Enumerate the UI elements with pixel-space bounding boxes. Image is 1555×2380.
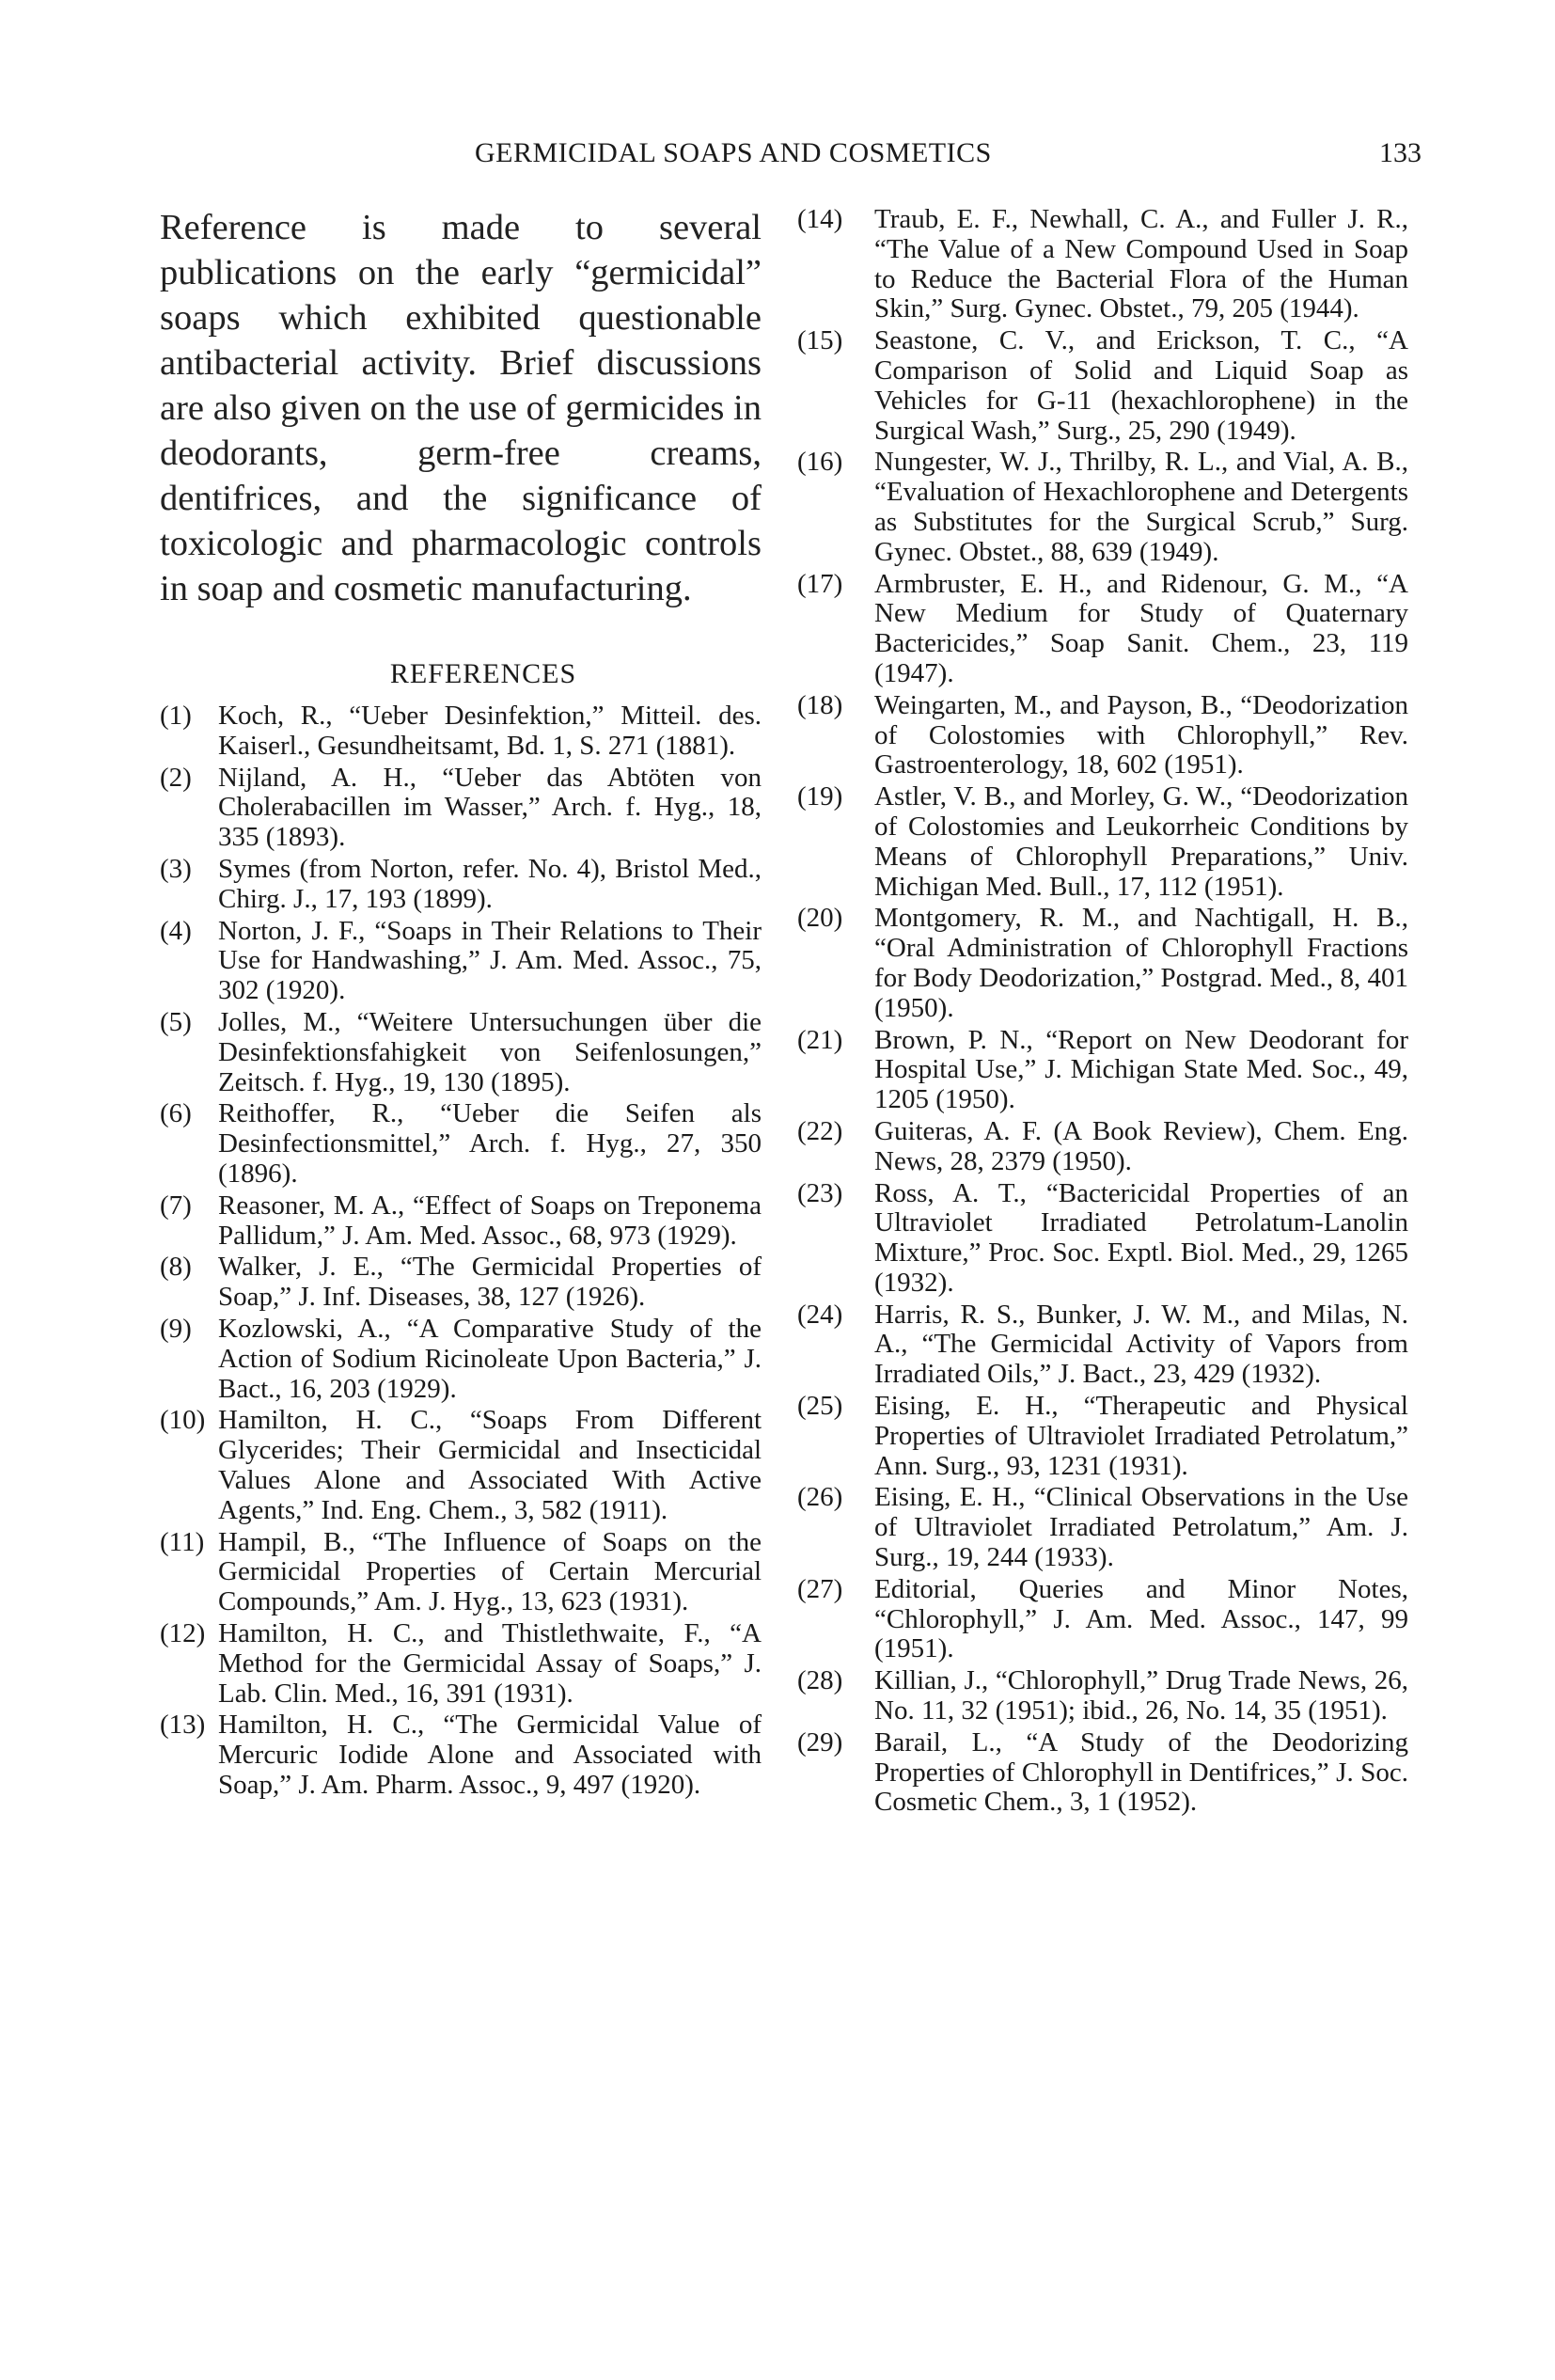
reference-item (160, 855, 762, 915)
reference-number: (27) (797, 1573, 843, 1604)
reference-text: Hampil, B., “The Influence of Soaps on the Germicidal Properties of Certain Mercurial Compounds,” Am. J. Hyg., 13, 623 (1931). (218, 1526, 762, 1617)
reference-text: Weingarten, M., and Payson, B., “Deodorization of Colostomies with Chlorophyll,” Rev. Gastroenterology, 18, 602 (1951). (874, 689, 1408, 780)
reference-number: (25) (797, 1391, 843, 1422)
reference-text: Reithoffer, R., “Ueber die Seifen als Desinfectionsmittel,” Arch. f. Hyg., 27, 350 (1896). (218, 1098, 762, 1189)
reference-item (160, 1099, 762, 1189)
reference-item (797, 1117, 1408, 1177)
reference-item (160, 1253, 762, 1313)
reference-text: Hamilton, H. C., “Soaps From Different Glycerides; Their Germicidal and Insecticidal Values Alone and Associated With Active Agents,” Ind. Eng. Chem., 3, 582 (1911). (218, 1405, 762, 1525)
reference-item (797, 1026, 1408, 1115)
reference-item (797, 1728, 1408, 1818)
reference-text: Ross, A. T., “Bactericidal Properties of an Ultraviolet Irradiated Petrolatum-Lanolin Mixture,” Proc. Soc. Exptl. Biol. Med., 29, 1265 (1932). (874, 1177, 1408, 1298)
reference-item (797, 326, 1408, 446)
references-heading: REFERENCES (389, 658, 577, 689)
reference-text: Editorial, Queries and Minor Notes, “Chlorophyll,” J. Am. Med. Assoc., 147, 99 (1951). (874, 1573, 1408, 1664)
running-head (0, 137, 1555, 175)
reference-text: Hamilton, H. C., and Thistlethwaite, F., “A Method for the Germicidal Assay of Soaps,” J. Lab. Clin. Med., 16, 391 (1931). (218, 1617, 762, 1709)
reference-text: Kozlowski, A., “A Comparative Study of the Action of Sodium Ricinoleate Upon Bacteria,” J. Bact., 16, 203 (1929). (218, 1313, 762, 1404)
reference-number: (29) (797, 1726, 843, 1757)
reference-number: (3) (160, 853, 192, 884)
reference-number: (18) (797, 689, 843, 720)
reference-list-right (797, 205, 1408, 1818)
reference-item (160, 1528, 762, 1617)
reference-text: Barail, L., “A Study of the Deodorizing Properties of Chlorophyll in Dentifrices,” J. Soc. Cosmetic Chem., 3, 1 (1952). (874, 1726, 1408, 1818)
reference-number: (14) (797, 204, 843, 234)
reference-item (160, 1008, 762, 1097)
reference-text: Eising, E. H., “Clinical Observations in the Use of Ultraviolet Irradiated Petrolatum,” Am. J. Surg., 19, 244 (1933). (874, 1482, 1408, 1573)
reference-item (160, 1619, 762, 1709)
reference-item (160, 701, 762, 762)
reference-text: Nungester, W. J., Thrilby, R. L., and Vial, A. B., “Evaluation of Hexachlorophene and Detergents as Substitutes for the Surgical Scrub,” Surg. Gynec. Obstet., 88, 639 (1949). (874, 447, 1408, 567)
reference-number: (15) (797, 325, 843, 356)
reference-text: Seastone, C. V., and Erickson, T. C., “A Comparison of Solid and Liquid Soap as Vehicles for G-11 (hexachlorophene) in the Surgical Wash,” Surg., 25, 290 (1949). (874, 325, 1408, 446)
reference-number: (21) (797, 1024, 843, 1055)
reference-text: Walker, J. E., “The Germicidal Properties of Soap,” J. Inf. Diseases, 38, 127 (1926). (218, 1252, 762, 1313)
reference-number: (20) (797, 903, 843, 934)
reference-item (797, 1666, 1408, 1726)
reference-list-left (160, 701, 762, 1801)
reference-item (797, 904, 1408, 1023)
left-column (160, 205, 762, 1803)
reference-item (160, 917, 762, 1006)
reference-item (160, 1315, 762, 1404)
reference-item (797, 691, 1408, 780)
reference-number: (17) (797, 568, 843, 599)
reference-number: (10) (160, 1405, 206, 1436)
page-number: 133 (1379, 137, 1421, 168)
reference-item (797, 205, 1408, 324)
reference-number: (26) (797, 1482, 843, 1513)
reference-number: (11) (160, 1526, 205, 1557)
reference-number: (22) (797, 1115, 843, 1146)
reference-number: (19) (797, 781, 843, 812)
reference-text: Eising, E. H., “Therapeutic and Physical Properties of Ultraviolet Irradiated Petrolatum,” Ann. Surg., 93, 1231 (1931). (874, 1391, 1408, 1481)
reference-item (797, 1575, 1408, 1664)
reference-item (160, 1191, 762, 1252)
reference-text: Jolles, M., “Weitere Untersuchungen über die Desinfektionsfahigkeit von Seifenlosungen,” Zeitsch. f. Hyg., 19, 130 (1895). (218, 1006, 762, 1097)
reference-item (797, 1392, 1408, 1481)
reference-text: Armbruster, E. H., and Ridenour, G. M., “A New Medium for Study of Quaternary Bactericides,” Soap Sanit. Chem., 23, 119 (1947). (874, 568, 1408, 688)
reference-number: (13) (160, 1710, 206, 1741)
reference-number: (16) (797, 447, 843, 478)
reference-text: Guiteras, A. F. (A Book Review), Chem. Eng. News, 28, 2379 (1950). (874, 1115, 1408, 1176)
reference-text: Symes (from Norton, refer. No. 4), Bristol Med., Chirg. J., 17, 193 (1899). (218, 853, 762, 914)
right-column (797, 205, 1408, 1820)
reference-item (797, 1179, 1408, 1299)
reference-item (160, 1710, 762, 1800)
abstract-paragraph: Reference is made to several publications on the early “germicidal” soaps which exhibited questionable antibacterial activity. Brief discussions are also given on the use of germicides in deodorants, germ-free creams, dentifrices, and the significance of toxicologic and pharmacologic controls in soap and cosmetic manufacturing. (160, 208, 762, 608)
reference-item (797, 1300, 1408, 1390)
running-title: GERMICIDAL SOAPS AND COSMETICS (475, 137, 992, 168)
reference-text: Astler, V. B., and Morley, G. W., “Deodorization of Colostomies and Leukorrheic Conditions by Means of Chlorophyll Preparations,” Univ. Michigan Med. Bull., 17, 112 (1951). (874, 781, 1408, 902)
reference-item (797, 448, 1408, 567)
reference-item (797, 570, 1408, 689)
reference-text: Nijland, A. H., “Ueber das Abtöten von Cholerabacillen im Wasser,” Arch. f. Hyg., 18, 335 (1893). (218, 762, 762, 853)
reference-text: Montgomery, R. M., and Nachtigall, H. B., “Oral Administration of Chlorophyll Fractions for Body Deodorization,” Postgrad. Med., 8, 401 (1950). (874, 903, 1408, 1023)
reference-item (160, 764, 762, 853)
reference-number: (4) (160, 915, 192, 946)
reference-text: Brown, P. N., “Report on New Deodorant for Hospital Use,” J. Michigan State Med. Soc., 49, 1205 (1950). (874, 1024, 1408, 1115)
reference-number: (24) (797, 1299, 843, 1330)
reference-number: (23) (797, 1177, 843, 1208)
reference-text: Traub, E. F., Newhall, C. A., and Fuller J. R., “The Value of a New Compound Used in Soap to Reduce the Bacterial Flora of the Human Skin,” Surg. Gynec. Obstet., 79, 205 (1944). (874, 204, 1408, 324)
reference-number: (6) (160, 1098, 192, 1129)
reference-number: (8) (160, 1252, 192, 1283)
reference-text: Killian, J., “Chlorophyll,” Drug Trade News, 26, No. 11, 32 (1951); ibid., 26, No. 14, 35 (1951). (874, 1665, 1408, 1726)
reference-text: Harris, R. S., Bunker, J. W. M., and Milas, N. A., “The Germicidal Activity of Vapors from Irradiated Oils,” J. Bact., 23, 429 (1932). (874, 1299, 1408, 1390)
reference-number: (1) (160, 701, 192, 731)
reference-item (160, 1406, 762, 1525)
reference-number: (5) (160, 1006, 192, 1037)
reference-number: (7) (160, 1190, 192, 1221)
reference-item (797, 782, 1408, 902)
reference-number: (28) (797, 1665, 843, 1696)
reference-item (797, 1483, 1408, 1572)
reference-number: (9) (160, 1313, 192, 1344)
reference-text: Reasoner, M. A., “Effect of Soaps on Treponema Pallidum,” J. Am. Med. Assoc., 68, 973 (1929). (218, 1190, 762, 1251)
reference-text: Hamilton, H. C., “The Germicidal Value of Mercuric Iodide Alone and Associated with Soap,” J. Am. Pharm. Assoc., 9, 497 (1920). (218, 1710, 762, 1800)
reference-text: Norton, J. F., “Soaps in Their Relations to Their Use for Handwashing,” J. Am. Med. Assoc., 75, 302 (1920). (218, 915, 762, 1006)
reference-text: Koch, R., “Ueber Desinfektion,” Mitteil. des. Kaiserl., Gesundheitsamt, Bd. 1, S. 271 (1881). (218, 701, 762, 761)
reference-number: (2) (160, 762, 192, 793)
reference-number: (12) (160, 1617, 206, 1648)
